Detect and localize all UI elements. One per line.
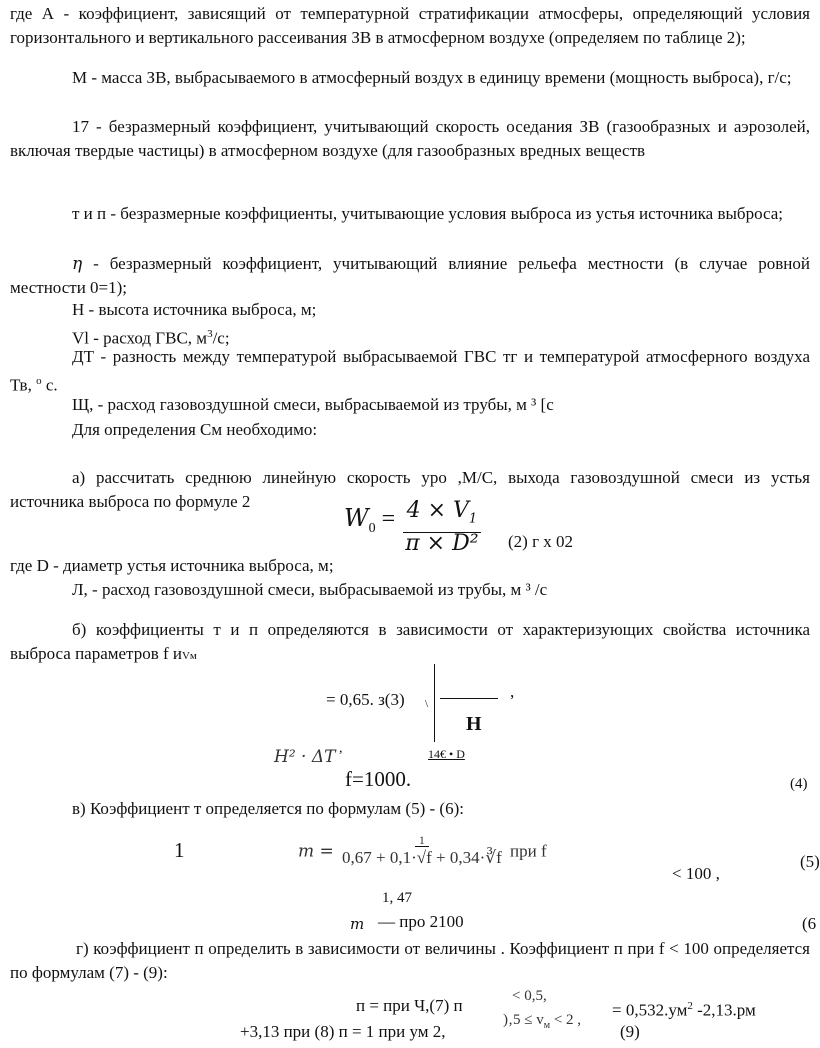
formula-8-cond-a: )‚5 ≤ v xyxy=(503,1012,544,1028)
formula-5-m: m = xyxy=(298,841,334,862)
paragraph-step-c: в) Коэффициент т определяется по формулам (5) - (6): xyxy=(72,799,464,818)
formula-9-label: (9) xyxy=(620,1022,640,1041)
step-b-sub: Vм xyxy=(181,650,197,662)
paragraph-coefficient-eta xyxy=(10,252,810,300)
formula-8-cond-sub: м xyxy=(543,1020,551,1031)
formula-2-eq: = xyxy=(381,506,396,533)
paragraph-step-d: г) коэффициент п определить в зависимости от величины . Коэффициент п при f < 100 определяется по формулам (7) - (9): xyxy=(10,939,810,982)
formula-5-when: при f xyxy=(510,841,547,861)
formula-3-14d: 14€ • D xyxy=(428,747,465,761)
formula-7-text: п = при Ч,(7) п xyxy=(356,996,463,1015)
formula-7-rhs-sup: 2 xyxy=(687,1000,693,1012)
formula-6-label: (6 xyxy=(802,914,817,933)
formula-2-lhs-sub: 0 xyxy=(368,521,376,536)
step-b-text: б) коэффициенты т и п определяются в зависимости от характеризующих свойства источника выброса параметров f и xyxy=(10,620,810,663)
formula-5-fraction xyxy=(338,834,506,869)
formula-3-denominator: H² · ΔT xyxy=(274,747,336,767)
formula-5 xyxy=(298,834,547,869)
paragraph-mass-m: М - масса ЗВ, выбрасываемого в атмосферный воздух в единицу времени (мощность выброса), г/с; xyxy=(72,68,792,87)
paragraph-gas-flow-2: Л, - расход газовоздушной смеси, выбрасываемой из трубы, м ³ /с xyxy=(72,580,548,599)
delta-t-text: ДТ - разность между температурой выбрасываемой ГВС тг и температурой атмосферного воздуха Тв, xyxy=(10,347,810,395)
formula-2 xyxy=(344,498,483,557)
formula-5-condition: < 100 , xyxy=(672,864,720,883)
formula-3-h: Н xyxy=(466,713,482,735)
formula-5-label: (5) xyxy=(800,852,820,871)
formula-5-one: 1 xyxy=(174,838,185,862)
formula-3-tick: \ xyxy=(425,698,429,710)
paragraph-eta-text: - безразмерный коэффициент, учитывающий влияние рельефа местности (в случае ровной местности 0=1); xyxy=(10,254,810,297)
formula-6-text: — про 2100 xyxy=(378,912,464,931)
formula-8-text: +3,13 при (8) п = 1 при ум 2, xyxy=(240,1022,446,1041)
paragraph-coefficients-m-n: т и п - безразмерные коэффициенты, учитывающие условия выброса из устья источника выброса; xyxy=(72,204,784,223)
paragraph-gas-flow: Щ, - расход газовоздушной смеси, выбрасываемой из трубы, м ³ [с xyxy=(72,395,554,414)
formula-2-fraction xyxy=(401,498,482,557)
formula-2-numerator xyxy=(403,498,482,533)
delta-t-degree: о xyxy=(36,375,42,387)
paragraph-delta-t xyxy=(10,345,810,398)
formula-7-rhs-a: = 0,532.ум xyxy=(612,1000,688,1020)
formula-6-m: m xyxy=(350,915,365,933)
paragraph-coefficient-17: 17 - безразмерный коэффициент, учитывающий скорость оседания ЗВ (газообразных и аэрозолей, включая твердые частицы) в атмосферном воздухе (для газообразных вредных веществ xyxy=(10,117,810,160)
flow-v1-unit: /с; xyxy=(212,328,230,348)
formula-4-text: f=1000. xyxy=(345,767,412,791)
formula-5-numerator: 1 xyxy=(415,834,429,847)
formula-8-cond-b: < 2 , xyxy=(550,1012,582,1028)
formula-8-condition xyxy=(503,1008,581,1038)
formula-2-num-sub: 1 xyxy=(468,511,478,527)
delta-t-unit: с. xyxy=(41,375,58,395)
paragraph-diameter-d: где D - диаметр устья источника выброса, м; xyxy=(10,556,334,575)
formula-5-denominator: 0,67 + 0,1·√f + 0,34·∛f xyxy=(342,848,502,867)
formula-7-rhs-b: -2,13.рм xyxy=(692,1000,756,1020)
flow-v1-sup: 3 xyxy=(207,328,213,340)
formula-3-horizontal-rule xyxy=(440,698,498,699)
paragraph-step-a: а) рассчитать среднюю линейную скорость уро ,М/С, выхода газовоздушной смеси из устья источника выброса по формуле 2 xyxy=(10,468,810,511)
formula-4-label: (4) xyxy=(790,776,808,792)
formula-3-text: = 0,65. з(3) xyxy=(326,690,405,709)
formula-7-rhs xyxy=(612,994,756,1023)
formula-3-comma: , xyxy=(510,682,515,701)
paragraph-coefficient-a: где А - коэффициент, зависящий от температурной стратификации атмосферы, определяющий условия горизонтального и вертикального рассеивания ЗВ в атмосферном воздухе (определяем по таблице 2); xyxy=(10,4,810,47)
formula-6-value: 1, 47 xyxy=(382,890,412,906)
formula-3-vertical-rule xyxy=(434,664,435,742)
paragraph-height-h: Н - высота источника выброса, м; xyxy=(72,300,317,319)
formula-3-den-comma: , xyxy=(339,741,343,756)
formula-2-lhs: W xyxy=(344,504,369,533)
paragraph-cm-intro: Для определения См необходимо: xyxy=(72,420,318,439)
paragraph-step-b xyxy=(10,618,810,668)
formula-2-num-text: 4 × V xyxy=(406,498,469,523)
eta-symbol: η xyxy=(72,254,83,274)
formula-2-denominator: π × D² xyxy=(405,531,479,557)
formula-7-condition: < 0,5, xyxy=(512,988,547,1004)
flow-v1-text: Vl - расход ГВС, м xyxy=(72,328,208,348)
formula-2-label: (2) г х 02 xyxy=(508,532,574,551)
